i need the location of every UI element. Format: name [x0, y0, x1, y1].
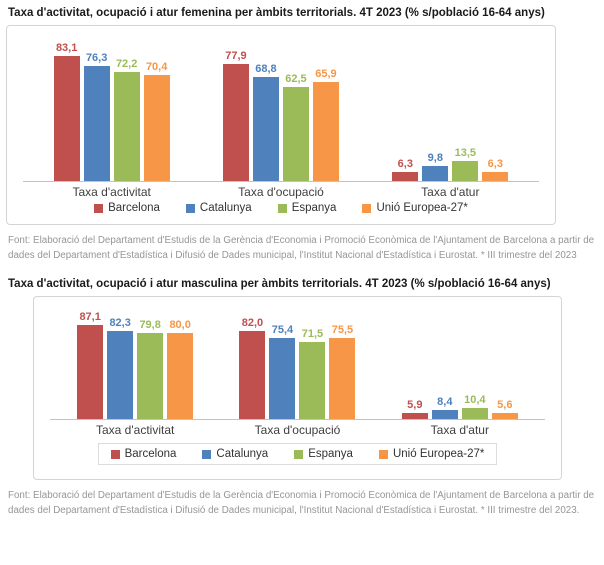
bar	[492, 413, 518, 419]
bar-cell	[137, 307, 163, 419]
bar	[402, 413, 428, 419]
legend-label: Catalunya	[199, 202, 252, 214]
bar-value-label: 79,8	[139, 319, 161, 332]
bar-cell	[54, 36, 80, 181]
legend-swatch	[202, 450, 211, 459]
bar	[452, 161, 478, 181]
legend-item	[294, 448, 353, 460]
bar-cell	[313, 36, 339, 181]
bar-value-label: 6,3	[397, 158, 413, 170]
bar-cell	[452, 36, 478, 181]
bar-group	[27, 36, 196, 181]
legend-item	[202, 448, 268, 460]
bar-group	[379, 307, 541, 419]
bar	[392, 172, 418, 181]
bar-value-label: 5,9	[407, 399, 423, 412]
legend-item	[94, 202, 160, 214]
bar-value-label: 83,1	[55, 42, 78, 54]
bar-value-label: 76,3	[85, 52, 108, 64]
bar-value-label: 77,9	[225, 50, 247, 62]
legend	[98, 443, 497, 465]
bar-cell	[223, 36, 249, 181]
bar-group	[216, 307, 378, 419]
bar-value-label: 82,0	[241, 317, 264, 330]
bar-group	[196, 36, 365, 181]
bar	[144, 75, 170, 181]
legend-swatch	[362, 204, 371, 213]
bar	[114, 72, 140, 181]
legend	[23, 202, 539, 214]
legend-swatch	[278, 204, 287, 213]
bar-value-label: 71,5	[301, 328, 324, 341]
bar-value-label: 82,3	[109, 317, 131, 330]
plot-area	[23, 36, 539, 182]
legend-item	[362, 202, 467, 214]
bar-value-label: 80,0	[169, 319, 191, 332]
bar-value-label: 8,4	[437, 396, 453, 409]
category-label: Taxa d'ocupació	[238, 185, 324, 199]
bar-value-label: 6,3	[487, 158, 503, 170]
source-footnote-male: Font: Elaboració del Departament d'Estudis de la Gerència d'Economia i Promoció Econòmica de l'Ajuntament de Barcelona a partir de dades del Departament d'Estadística i Difusió de Dades municipal, l'Institut Nacional d'Estadística i Eurostat. * III trimestre del 2023.	[8, 490, 595, 517]
bar	[432, 410, 458, 419]
bar-cell	[329, 307, 355, 419]
legend-label: Unió Europea-27*	[376, 202, 468, 214]
bar-group	[54, 307, 216, 419]
category-label: Taxa d'atur	[430, 423, 489, 438]
bar	[313, 82, 339, 181]
bar-cell	[462, 307, 488, 419]
category-axis	[50, 423, 545, 437]
legend-item	[111, 448, 177, 460]
bar	[223, 64, 249, 181]
bar-cell	[422, 36, 448, 181]
bar-value-label: 5,6	[497, 399, 513, 412]
bar-value-label: 62,5	[285, 73, 307, 85]
legend-label: Catalunya	[216, 448, 269, 461]
legend-label: Espanya	[308, 448, 353, 461]
bar-cell	[77, 307, 103, 419]
bar-cell	[114, 36, 140, 181]
bar	[54, 56, 80, 181]
bar	[283, 87, 309, 181]
category-label: Taxa d'ocupació	[254, 423, 341, 438]
bar-value-label: 75,4	[271, 324, 294, 337]
bar	[137, 333, 163, 419]
legend-item	[379, 448, 484, 460]
bar-cell	[107, 307, 133, 419]
bar-value-label: 65,9	[315, 68, 337, 80]
bar	[77, 325, 103, 419]
legend-label: Barcelona	[124, 448, 177, 461]
chart-female	[6, 25, 556, 225]
bar-value-label: 72,2	[115, 58, 138, 70]
category-axis	[23, 185, 539, 199]
legend-swatch	[294, 450, 303, 459]
bar-cell	[144, 36, 170, 181]
bar-cell	[299, 307, 325, 419]
bar	[329, 338, 355, 419]
legend-label: Barcelona	[108, 202, 160, 214]
bar-cell	[167, 307, 193, 419]
plot-area	[50, 307, 545, 420]
bar	[239, 331, 265, 419]
bar-value-label: 9,8	[427, 152, 443, 164]
legend-swatch	[186, 204, 195, 213]
bar	[84, 66, 110, 181]
bar	[253, 77, 279, 181]
bar-cell	[392, 36, 418, 181]
bar	[107, 331, 133, 419]
bar-value-label: 10,4	[464, 394, 486, 407]
bar	[167, 333, 193, 419]
bar-group	[366, 36, 535, 181]
legend-swatch	[111, 450, 120, 459]
bar-cell	[239, 307, 265, 419]
bar-cell	[402, 307, 428, 419]
bar-value-label: 87,1	[79, 311, 101, 324]
bar-cell	[269, 307, 295, 419]
category-label: Taxa d'atur	[421, 185, 480, 199]
bar-cell	[432, 307, 458, 419]
chart-title-female: Taxa d'activitat, ocupació i atur femenina per àmbits territorials. 4T 2023 (% s/població 16-64 anys)	[8, 7, 545, 19]
bar-cell	[482, 36, 508, 181]
bar-value-label: 68,8	[255, 63, 277, 75]
bar-value-label: 13,5	[454, 147, 477, 159]
legend-label: Espanya	[291, 202, 337, 214]
legend-item	[186, 202, 252, 214]
legend-label: Unió Europea-27*	[392, 448, 485, 461]
legend-item	[278, 202, 337, 214]
bar	[482, 172, 508, 181]
bar-cell	[253, 36, 279, 181]
bar	[422, 166, 448, 181]
bar-cell	[283, 36, 309, 181]
category-label: Taxa d'activitat	[96, 423, 175, 438]
category-label: Taxa d'activitat	[72, 185, 151, 199]
bar-cell	[492, 307, 518, 419]
chart-title-male: Taxa d'activitat, ocupació i atur masculina per àmbits territorials. 4T 2023 (% s/població 16-64 anys)	[8, 278, 551, 291]
bar-cell	[84, 36, 110, 181]
bar	[269, 338, 295, 419]
legend-swatch	[379, 450, 388, 459]
chart-male	[33, 296, 562, 480]
source-footnote-female: Font: Elaboració del Departament d'Estudis de la Gerència d'Economia i Promoció Econòmica de l'Ajuntament de Barcelona a partir de dades del Departament d'Estadística i Difusió de Dades municipal, l'Institut Nacional d'Estadística i Eurostat. * III trimestre del 2023	[8, 235, 595, 261]
bar-value-label: 70,4	[145, 61, 168, 73]
bar	[462, 408, 488, 419]
bar	[299, 342, 325, 419]
bar-value-label: 75,5	[331, 324, 354, 337]
legend-swatch	[94, 204, 103, 213]
